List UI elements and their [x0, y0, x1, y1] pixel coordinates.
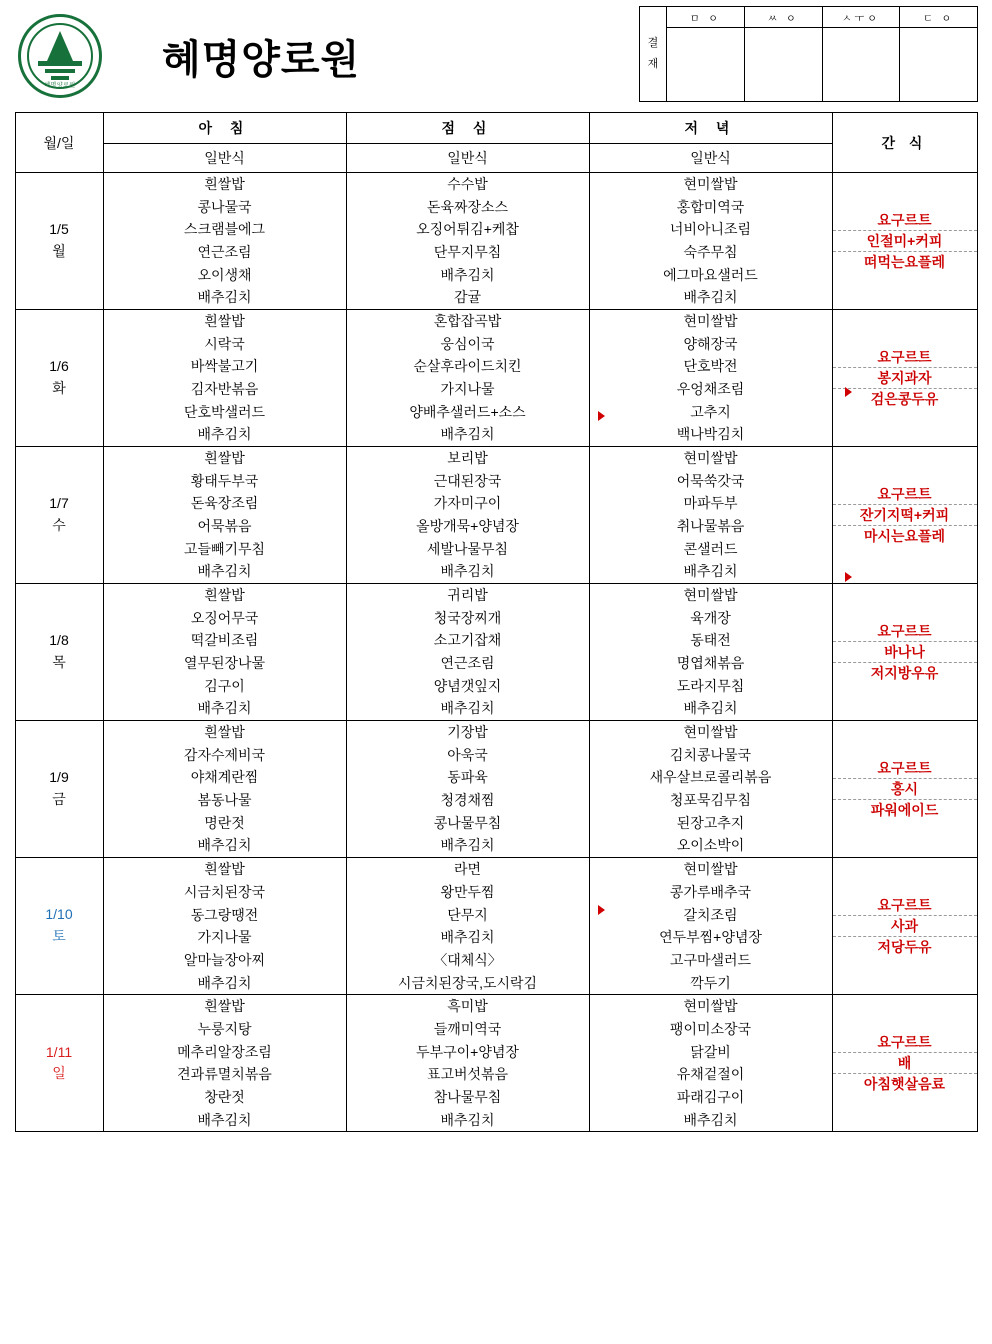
menu-item: 배추김치	[683, 700, 738, 717]
weekday-value: 수	[52, 517, 66, 534]
menu-item: 견과류멸치볶음	[177, 1066, 272, 1083]
menu-item: 우엉채조림	[676, 381, 745, 398]
lunch-cell	[346, 310, 589, 447]
menu-item: 돈육장조림	[190, 495, 259, 512]
menu-item: 수수밥	[447, 176, 488, 192]
menu-item: 양배추샐러드+소스	[409, 403, 526, 420]
snack-item: 봉지과자	[833, 368, 977, 389]
menu-item: 떡갈비조림	[190, 632, 259, 649]
menu-item: 현미쌀밥	[683, 724, 738, 741]
approval-row-signs[interactable]	[667, 28, 977, 101]
menu-item: 김구이	[204, 677, 245, 694]
menu-item: 배추김치	[440, 266, 495, 283]
header-dinner: 저 녁	[589, 113, 832, 144]
menu-item: 스크램블에그	[183, 221, 266, 238]
menu-item: 배추김치	[197, 1111, 252, 1128]
snack-list	[833, 621, 977, 683]
snack-item: 홍시	[833, 779, 977, 800]
menu-item: 너비아니조림	[669, 221, 752, 238]
header-lunch-sub: 일반식	[346, 144, 589, 173]
menu-item: 명엽채볶음	[676, 655, 745, 672]
date-value: 1/11	[45, 1043, 73, 1060]
menu-item: 에그마요샐러드	[663, 266, 758, 283]
snack-item: 검은콩두유	[870, 391, 939, 408]
menu-item: 감귤	[453, 289, 482, 306]
snack-item: 요구르트	[833, 347, 977, 368]
menu-item: 세발나물무침	[426, 540, 509, 557]
menu-item: 양념갯잎지	[433, 677, 502, 694]
snack-item: 잔기지떡+커피	[833, 505, 977, 526]
date-cell	[15, 447, 103, 584]
menu-item: 올방개묵+양념장	[416, 518, 519, 535]
menu-item: 황태두부국	[190, 472, 259, 489]
menu-item: 현미쌀밥	[683, 313, 738, 330]
menu-item: 누룽지탕	[197, 1020, 252, 1037]
menu-item: 취나물볶음	[676, 518, 745, 535]
menu-item: 육개장	[690, 609, 731, 626]
dinner-cell	[589, 858, 832, 995]
menu-item: 배추김치	[440, 1111, 495, 1128]
menu-item: 현미쌀밥	[683, 861, 738, 878]
menu-item: 흰쌀밥	[204, 861, 245, 878]
logo-caption: 혜명양로원	[44, 83, 76, 89]
menu-item: 연두부찜+양념장	[659, 929, 762, 946]
weekday-value: 금	[52, 791, 66, 808]
snack-list	[833, 1032, 977, 1094]
lunch-cell	[346, 995, 589, 1132]
menu-item: 돈육짜장소스	[426, 198, 509, 215]
menu-item: 순살후라이드치킨	[413, 358, 522, 375]
menu-item: 콩나물무침	[433, 814, 502, 831]
approval-title-2: ㅆ ㅇ	[745, 7, 823, 27]
snack-item: 아침햇살음료	[863, 1076, 946, 1093]
approval-title-3: ㅅㅜㅇ	[823, 7, 901, 27]
dinner-cell	[589, 721, 832, 858]
menu-item: 메추리알장조림	[177, 1043, 272, 1060]
table-row	[15, 173, 977, 310]
menu-item: 현미쌀밥	[683, 450, 738, 467]
menu-item: 보리밥	[447, 450, 488, 467]
approval-sign-3[interactable]	[823, 28, 901, 101]
snack-item: 저지방우유	[870, 665, 939, 682]
menu-item: 단무지	[447, 906, 488, 923]
menu-item: 콩나물국	[197, 198, 252, 215]
menu-item: 오징어튀김+케찹	[416, 221, 519, 238]
dinner-cell	[589, 447, 832, 584]
menu-item: 귀리밥	[447, 587, 488, 604]
menu-item: 연근조림	[440, 655, 495, 672]
logo-bar-2	[45, 69, 75, 73]
menu-item: 동파육	[447, 769, 488, 786]
snack-cell	[832, 584, 977, 721]
document-header	[0, 0, 992, 112]
dinner-cell	[589, 173, 832, 310]
snack-list	[833, 895, 977, 957]
approval-title-1: ㅁ ㅇ	[667, 7, 745, 27]
menu-item: 오이소박이	[676, 837, 745, 854]
menu-item: 시금치된장국,도시락김	[397, 974, 538, 991]
menu-item: 기장밥	[447, 724, 488, 741]
table-body	[15, 173, 977, 1132]
menu-item: 배추김치	[440, 929, 495, 946]
lunch-cell	[346, 584, 589, 721]
breakfast-cell	[103, 584, 346, 721]
header-lunch: 점 심	[346, 113, 589, 144]
snack-item: 떠먹는요플레	[863, 254, 946, 271]
menu-item: 김자반볶음	[190, 381, 259, 398]
menu-item: 혼합잡곡밥	[433, 313, 502, 330]
menu-item: 흰쌀밥	[204, 176, 245, 192]
approval-cells	[667, 7, 977, 101]
snack-item: 요구르트	[833, 758, 977, 779]
snack-item: 인절미+커피	[833, 231, 977, 252]
menu-item: 배추김치	[683, 563, 738, 580]
breakfast-cell	[103, 447, 346, 584]
menu-item: 갈치조림	[683, 906, 738, 923]
date-cell	[15, 858, 103, 995]
snack-item: 마시는요플레	[863, 528, 946, 545]
menu-item: 된장고추지	[676, 814, 745, 831]
table-row	[15, 995, 977, 1132]
date-value: 1/5	[49, 221, 69, 238]
menu-item: 시락국	[204, 335, 245, 352]
menu-item: 단호박샐러드	[183, 403, 266, 420]
marker-icon-2	[845, 387, 852, 397]
snack-item: 요구르트	[833, 621, 977, 642]
menu-item: 오징어무국	[190, 609, 259, 626]
snack-item: 사과	[833, 916, 977, 937]
snack-list	[833, 347, 977, 409]
table-header-row-1	[15, 113, 977, 144]
header-snack: 간 식	[832, 113, 977, 173]
menu-item: 홍합미역국	[676, 198, 745, 215]
lunch-cell	[346, 447, 589, 584]
menu-item: 콩가루배추국	[669, 883, 752, 900]
approval-sign-4[interactable]	[900, 28, 977, 101]
menu-item: 배추김치	[683, 1111, 738, 1128]
menu-item: 백나박김치	[676, 426, 745, 443]
breakfast-cell	[103, 995, 346, 1132]
menu-item: 배추김치	[197, 426, 252, 443]
menu-item: 열무된장나물	[183, 655, 266, 672]
menu-item: 창란젓	[204, 1088, 245, 1105]
header-date: 월/일	[15, 113, 103, 173]
header-dinner-sub: 일반식	[589, 144, 832, 173]
menu-item: 배추김치	[197, 700, 252, 717]
menu-item: 단무지무침	[433, 244, 502, 261]
menu-item: 가지나물	[197, 929, 252, 946]
table-row	[15, 858, 977, 995]
menu-item: 참나물무침	[433, 1088, 502, 1105]
menu-item: 들깨미역국	[433, 1020, 502, 1037]
marker-icon-4	[598, 905, 605, 915]
menu-item: 김치콩나물국	[669, 746, 752, 763]
menu-item: 청국장찌개	[433, 609, 502, 626]
menu-item: 배추김치	[440, 700, 495, 717]
menu-item: 어묵쑥갓국	[676, 472, 745, 489]
weekday-value: 월	[52, 243, 66, 260]
snack-cell	[832, 310, 977, 447]
breakfast-cell	[103, 310, 346, 447]
menu-item: 현미쌀밥	[683, 998, 738, 1015]
menu-item: 가지나물	[440, 381, 495, 398]
snack-item: 요구르트	[833, 1032, 977, 1053]
date-value: 1/7	[49, 495, 69, 512]
menu-item: 동그랑땡전	[190, 906, 259, 923]
logo-emblem	[47, 31, 73, 61]
snack-list	[833, 210, 977, 272]
menu-item: 유채겉절이	[676, 1066, 745, 1083]
weekday-value: 토	[52, 928, 66, 945]
menu-item: 배추김치	[197, 974, 252, 991]
menu-item: 단호박전	[683, 358, 738, 375]
menu-item: 바싹불고기	[190, 358, 259, 375]
breakfast-cell	[103, 858, 346, 995]
menu-item: 청경채찜	[440, 792, 495, 809]
approval-row-titles	[667, 7, 977, 28]
lunch-cell	[346, 721, 589, 858]
snack-cell	[832, 173, 977, 310]
approval-stamp-box	[639, 6, 978, 102]
snack-item: 저당두유	[877, 939, 932, 956]
menu-item: 팽이미소장국	[669, 1020, 752, 1037]
menu-item: 흰쌀밥	[204, 724, 245, 741]
menu-item: 청포묵김무침	[669, 792, 752, 809]
breakfast-cell	[103, 721, 346, 858]
menu-item: 연근조림	[197, 244, 252, 261]
date-cell	[15, 310, 103, 447]
menu-item: 라면	[453, 861, 482, 878]
snack-item: 요구르트	[833, 484, 977, 505]
menu-item: 깍두기	[690, 974, 731, 991]
marker-icon-1	[598, 411, 605, 421]
menu-item: 배추김치	[440, 563, 495, 580]
menu-item: 고추지	[690, 403, 731, 420]
menu-item: 숙주무침	[683, 244, 738, 261]
menu-item: 마파두부	[683, 495, 738, 512]
organization-logo-icon	[18, 14, 102, 98]
menu-item: 표고버섯볶음	[426, 1066, 509, 1083]
date-cell	[15, 584, 103, 721]
menu-item: 흑미밥	[447, 998, 488, 1015]
menu-item: 근대된장국	[433, 472, 502, 489]
header-breakfast: 아 침	[103, 113, 346, 144]
menu-item: 소고기잡채	[433, 632, 502, 649]
menu-item: 닭갈비	[690, 1043, 731, 1060]
menu-item: 새우살브로콜리볶음	[649, 769, 772, 786]
menu-item: 봄동나물	[197, 792, 252, 809]
dinner-cell	[589, 584, 832, 721]
header-breakfast-sub: 일반식	[103, 144, 346, 173]
lunch-cell	[346, 858, 589, 995]
menu-item: 고구마샐러드	[669, 951, 752, 968]
weekday-value: 목	[52, 654, 66, 671]
snack-item: 바나나	[833, 642, 977, 663]
menu-item: 웅심이국	[440, 335, 495, 352]
snack-cell	[832, 858, 977, 995]
approval-title-4: ㄷ ㅇ	[923, 13, 955, 25]
table-row	[15, 447, 977, 584]
date-cell	[15, 995, 103, 1132]
breakfast-cell	[103, 173, 346, 310]
date-value: 1/6	[49, 358, 69, 375]
menu-item: 흰쌀밥	[204, 587, 245, 604]
date-cell	[15, 173, 103, 310]
weekday-value: 일	[52, 1065, 66, 1082]
snack-item: 요구르트	[833, 895, 977, 916]
menu-item: 배추김치	[440, 837, 495, 854]
menu-item: 시금치된장국	[183, 883, 266, 900]
menu-item: 흰쌀밥	[204, 998, 245, 1015]
weekly-menu-table	[15, 112, 978, 1132]
date-value: 1/8	[49, 632, 69, 649]
menu-item: 도라지무침	[676, 677, 745, 694]
menu-item: 흰쌀밥	[204, 313, 245, 330]
menu-item: 동태전	[690, 632, 731, 649]
menu-item: 아욱국	[447, 746, 488, 763]
approval-sign-2[interactable]	[745, 28, 823, 101]
logo-bar-1	[38, 61, 82, 66]
menu-item: 배추김치	[683, 289, 738, 306]
snack-list	[833, 484, 977, 546]
menu-item: 배추김치	[440, 426, 495, 443]
snack-cell	[832, 447, 977, 584]
menu-item: 〈대체식〉	[433, 951, 502, 968]
menu-item: 콘샐러드	[683, 540, 738, 557]
snack-item: 파워에이드	[870, 802, 939, 819]
weekday-value: 화	[52, 380, 66, 397]
menu-item: 양해장국	[683, 335, 738, 352]
lunch-cell	[346, 173, 589, 310]
menu-item: 배추김치	[197, 563, 252, 580]
menu-item: 어묵볶음	[197, 518, 252, 535]
menu-item: 알마늘장아찌	[183, 951, 266, 968]
snack-list	[833, 758, 977, 820]
approval-sign-1[interactable]	[667, 28, 745, 101]
dinner-cell	[589, 310, 832, 447]
table-row	[15, 721, 977, 858]
dinner-cell	[589, 995, 832, 1132]
table-row	[15, 310, 977, 447]
menu-item: 파래김구이	[676, 1088, 745, 1105]
snack-cell	[832, 995, 977, 1132]
menu-item: 현미쌀밥	[683, 587, 738, 604]
date-cell	[15, 721, 103, 858]
menu-item: 감자수제비국	[183, 746, 266, 763]
menu-item: 명란젓	[204, 814, 245, 831]
approval-label	[640, 7, 667, 101]
marker-icon-3	[845, 572, 852, 582]
menu-item: 야채계란찜	[190, 769, 259, 786]
approval-label-line-2: 재	[647, 58, 659, 70]
menu-item: 오이생채	[197, 266, 252, 283]
snack-item: 요구르트	[833, 210, 977, 231]
page-title: 혜명양로원	[162, 37, 361, 82]
snack-cell	[832, 721, 977, 858]
table-row	[15, 584, 977, 721]
menu-item: 고들빼기무침	[183, 540, 266, 557]
snack-item: 배	[833, 1053, 977, 1074]
menu-item: 배추김치	[197, 837, 252, 854]
approval-label-line-1: 결	[647, 37, 659, 50]
menu-item: 흰쌀밥	[204, 450, 245, 467]
date-value: 1/10	[45, 906, 73, 923]
menu-item: 가자미구이	[433, 495, 502, 512]
menu-item: 현미쌀밥	[683, 176, 738, 192]
menu-item: 배추김치	[197, 289, 252, 306]
menu-item: 왕만두찜	[440, 883, 495, 900]
menu-item: 두부구이+양념장	[416, 1043, 519, 1060]
date-value: 1/9	[49, 769, 69, 786]
